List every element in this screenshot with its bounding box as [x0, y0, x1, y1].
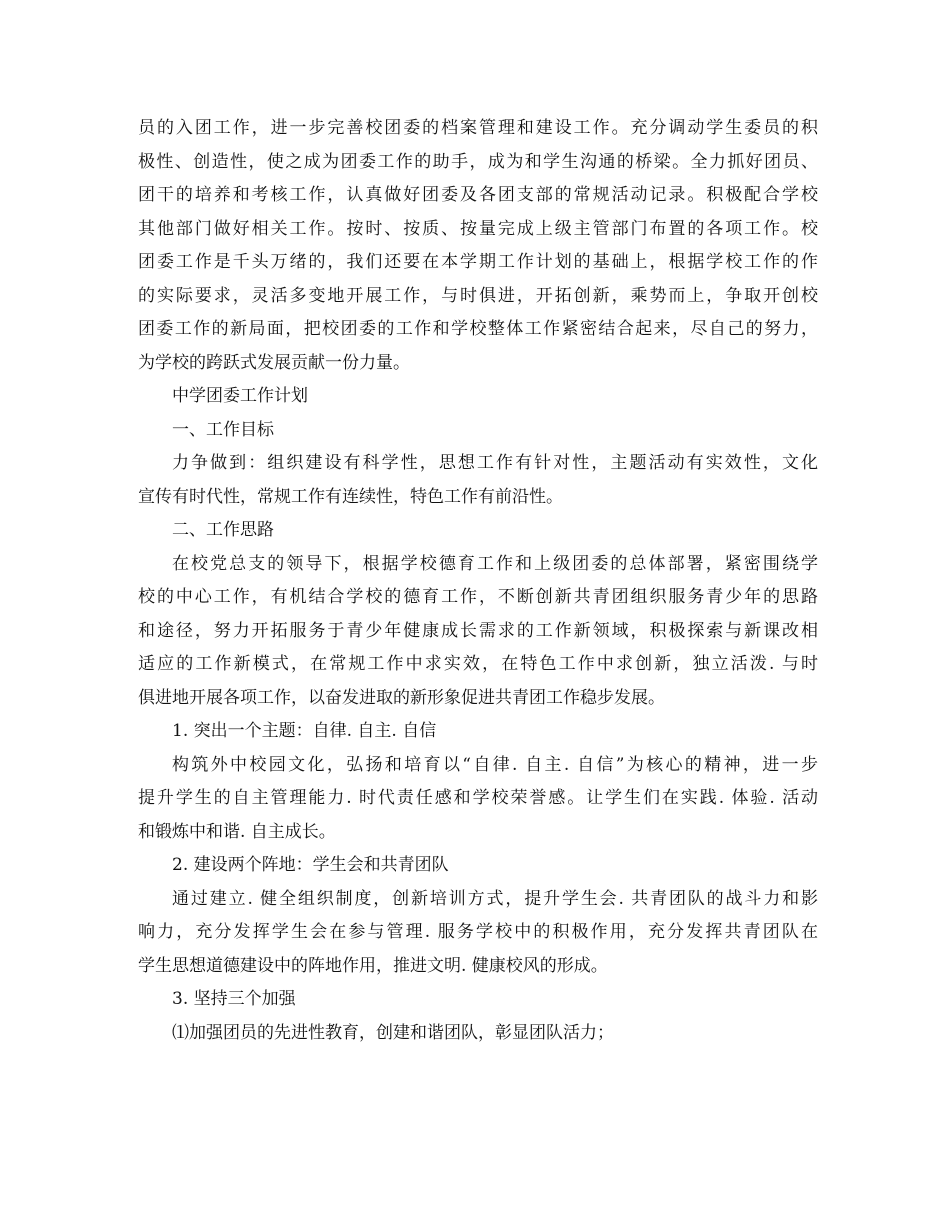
list-item: ⑴加强团员的先进性教育，创建和谐团队，彰显团队活力； — [172, 1022, 614, 1043]
text-line: 团干的培养和考核工作，认真做好团委及各团支部的常规活动记录。积极配合学校 — [138, 185, 818, 205]
text-line: 团委工作是千头万绪的，我们还要在本学期工作计划的基础上，根据学校工作的作 — [138, 252, 818, 272]
section-title: 中学团委工作计划 — [172, 386, 308, 406]
text-line: 其他部门做好相关工作。按时、按质、按量完成上级主管部门布置的各项工作。校 — [138, 218, 818, 239]
text-line: 学生思想道德建设中的阵地作用，推进文明. 健康校风的形成。 — [138, 955, 608, 976]
heading-positions: 2. 建设两个阵地：学生会和共青团队 — [172, 855, 449, 875]
text-line: 员的入团工作，进一步完善校团委的档案管理和建设工作。充分调动学生委员的积 — [138, 118, 818, 138]
text-line: 和途径，努力开拓服务于青少年健康成长需求的工作新领域，积极探索与新课改相 — [138, 620, 818, 641]
text-line: 构筑外中校园文化，弘扬和培育以“自律. 自主. 自信”为核心的精神，进一步 — [172, 754, 818, 775]
heading-goal: 一、工作目标 — [172, 419, 274, 440]
heading-approach: 二、工作思路 — [172, 520, 274, 540]
text-line: 团委工作的新局面，把校团委的工作和学校整体工作紧密结合起来，尽自己的努力， — [138, 319, 818, 339]
text-line: 在校党总支的领导下，根据学校德育工作和上级团委的总体部署，紧密围绕学 — [172, 553, 818, 574]
heading-theme: 1. 突出一个主题：自律. 自主. 自信 — [172, 721, 437, 741]
text-line: 和锻炼中和谐. 自主成长。 — [138, 821, 336, 842]
document-body — [138, 112, 818, 1050]
heading-strengthen: 3. 坚持三个加强 — [172, 989, 296, 1009]
text-line: 极性、创造性，使之成为团委工作的助手，成为和学生沟通的桥梁。全力抓好团员、 — [138, 151, 818, 172]
text-line: 校的中心工作，有机结合学校的德育工作，不断创新共青团组织服务青少年的思路 — [138, 587, 818, 607]
text-line: 响力，充分发挥学生会在参与管理. 服务学校中的积极作用，充分发挥共青团队在 — [138, 922, 818, 942]
text-line: 适应的工作新模式，在常规工作中求实效，在特色工作中求创新，独立活泼. 与时 — [138, 654, 818, 674]
text-line: 为学校的跨跃式发展贡献一份力量。 — [138, 352, 410, 373]
text-line: 通过建立. 健全组织制度，创新培训方式，提升学生会. 共青团队的战斗力和影 — [172, 888, 818, 909]
text-line: 的实际要求，灵活多变地开展工作，与时俱进，开拓创新，乘势而上，争取开创校 — [138, 285, 818, 306]
text-line: 提升学生的自主管理能力. 时代责任感和学校荣誉感。让学生们在实践. 体验. 活动 — [138, 788, 818, 808]
text-line: 力争做到：组织建设有科学性，思想工作有针对性，主题活动有实效性，文化 — [172, 453, 818, 473]
text-line: 宣传有时代性，常规工作有连续性，特色工作有前沿性。 — [138, 486, 563, 507]
text-line: 俱进地开展各项工作，以奋发进取的新形象促进共青团工作稳步发展。 — [138, 687, 665, 708]
